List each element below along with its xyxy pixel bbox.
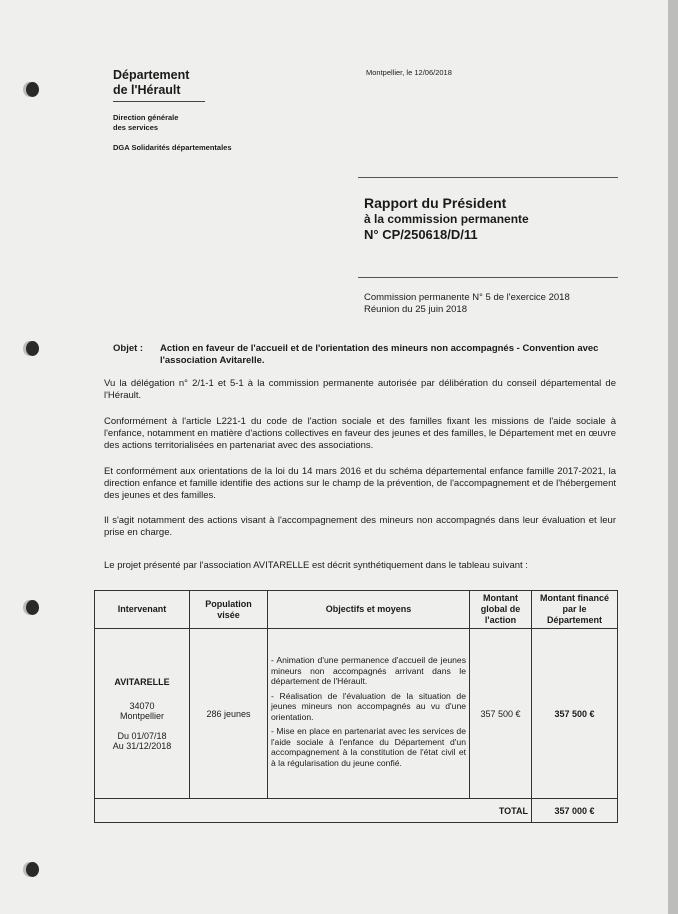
objet-block: [113, 343, 630, 367]
direction-line-2: des services: [113, 123, 159, 132]
objectives-cell: [268, 629, 470, 799]
table-row: [95, 629, 618, 799]
paragraph: Il s'agit notamment des actions visant à l'accompagnement des mineurs non accompagnés dans leur évaluation et leur prise en charge.: [104, 515, 616, 538]
department-name: [113, 68, 189, 98]
intervenant-name: AVITARELLE: [114, 676, 170, 687]
objet-label: Objet :: [113, 343, 144, 354]
dga-label: DGA Solidarités départementales: [113, 143, 232, 152]
commission-info: [364, 292, 570, 316]
punch-hole-icon: [26, 341, 39, 356]
period-end: Au 31/12/2018: [112, 740, 172, 751]
montant-global-cell: 357 500 €: [470, 629, 532, 799]
punch-hole-icon: [26, 862, 39, 877]
direction-line-1: Direction générale: [113, 113, 179, 122]
total-row: [95, 799, 618, 823]
punch-hole-icon: [26, 82, 39, 97]
department-line-2: de l'Hérault: [113, 83, 181, 97]
table-header-row: [95, 591, 618, 629]
column-header: Intervenant: [95, 591, 190, 629]
intervenant-postcode: 34070: [129, 700, 155, 711]
report-title: Rapport du Président: [364, 195, 507, 211]
commission-line-2: Réunion du 25 juin 2018: [364, 304, 468, 315]
total-label: TOTAL: [95, 799, 532, 823]
paragraph: Vu la délégation n° 2/1-1 et 5-1 à la commission permanente autorisée par délibération du conseil départemental de l'Hérault.: [104, 378, 616, 401]
intervenant-city: Montpellier: [119, 710, 165, 721]
report-subtitle: à la commission permanente: [364, 212, 529, 226]
divider: [358, 177, 618, 178]
commission-line-1: Commission permanente N° 5 de l'exercice 2018: [364, 292, 570, 303]
paragraph: Conformément à l'article L221-1 du code de l'action sociale et des familles fixant les missions de l'aide sociale à l'enfance, notamment en matière d'actions collectives en faveur des jeunes et des familles, le Département met en œuvre des actions territorialisées en partenariat avec des associations.: [104, 416, 616, 451]
divider: [358, 277, 618, 278]
page-edge: [668, 0, 678, 914]
direction-label: [113, 113, 178, 133]
objet-text: Action en faveur de l'accueil et de l'orientation des mineurs non accompagnés - Convention avec l'association Avitarelle.: [160, 343, 599, 366]
paragraph: Le projet présenté par l'association AVITARELLE est décrit synthétiquement dans le tableau suivant :: [104, 560, 528, 571]
paragraph: Et conformément aux orientations de la loi du 14 mars 2016 et du schéma départemental enfance famille 2017-2021, la direction enfance et famille identifie des actions sur le champ de la prévention, de l'accompagnement et de l'hébergement des jeunes et des familles.: [104, 466, 616, 501]
report-title-block: [364, 195, 529, 243]
objective-item: - Réalisation de l'évaluation de la situation de jeunes mineurs non accompagnés au vu d'une orientation.: [271, 690, 466, 722]
population-cell: 286 jeunes: [190, 629, 268, 799]
montant-finance-cell: 357 500 €: [532, 629, 618, 799]
column-header: Montant financé par le Département: [532, 591, 618, 629]
column-header: Population visée: [190, 591, 268, 629]
intervenant-cell: [95, 629, 190, 799]
document-date: Montpellier, le 12/06/2018: [366, 68, 452, 77]
objective-item: - Mise en place en partenariat avec les services de l'aide sociale à l'enfance du Département d'un accompagnement à la constitution de l'état civil et à la régularisation du jeune confié.: [271, 726, 466, 768]
objective-item: - Animation d'une permanence d'accueil de jeunes mineurs non accompagnés arrivant dans le département de l'Hérault.: [271, 655, 466, 686]
period-start: Du 01/07/18: [117, 730, 167, 741]
column-header: Montant global de l'action: [470, 591, 532, 629]
total-value: 357 000 €: [532, 799, 618, 823]
report-number: N° CP/250618/D/11: [364, 227, 478, 242]
divider: [113, 101, 205, 102]
department-line-1: Département: [113, 68, 190, 82]
actions-table: [94, 590, 618, 823]
column-header: Objectifs et moyens: [268, 591, 470, 629]
punch-hole-icon: [26, 600, 39, 615]
